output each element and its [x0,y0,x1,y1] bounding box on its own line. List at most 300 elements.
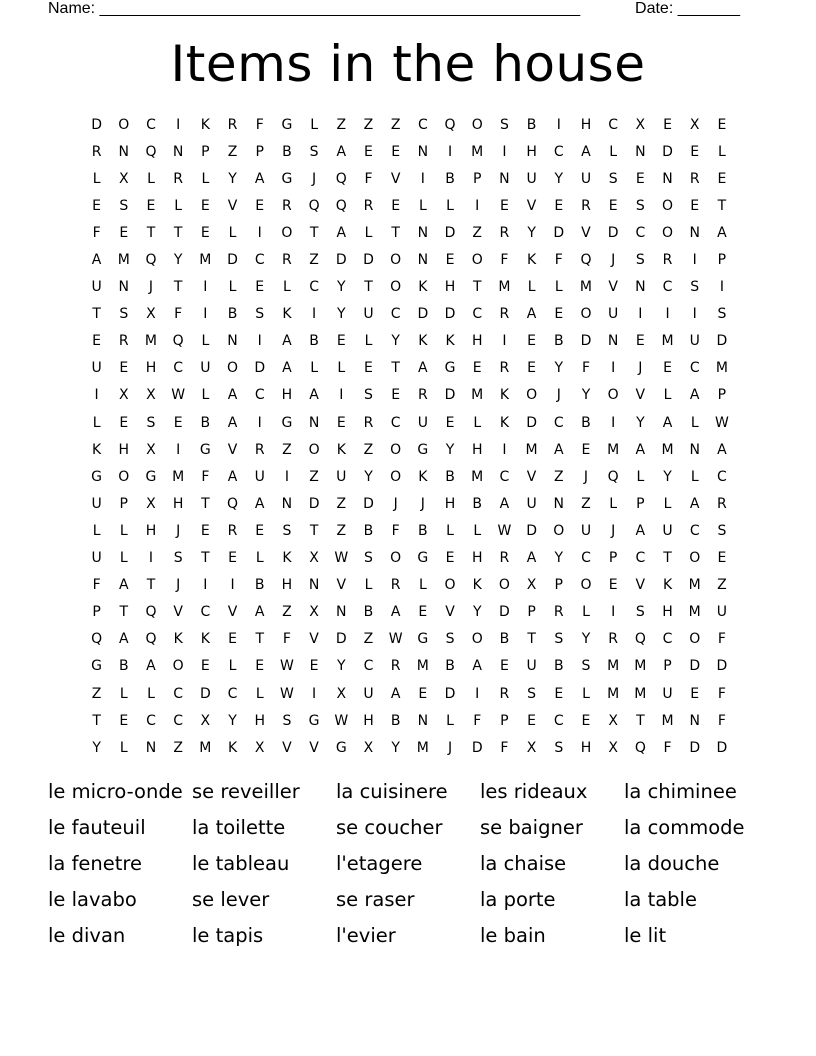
grid-letter: L [473,414,482,431]
word-list-item: la chiminee [624,780,737,803]
grid-letter: M [498,279,511,296]
grid-letter: S [635,252,645,269]
grid-letter: M [688,577,701,594]
grid-letter: R [608,631,619,648]
grid-letter: E [472,360,482,377]
grid-letter: J [393,495,398,512]
grid-letter: J [148,279,154,296]
grid-letter: V [526,468,537,485]
grid-letter: C [200,604,211,621]
grid-letter: R [417,387,428,404]
grid-letter: U [662,522,673,539]
grid-letter: K [336,441,346,458]
grid-letter: A [282,333,292,350]
grid-letter: G [281,170,293,187]
grid-letter: T [119,604,129,621]
grid-letter: L [119,739,128,756]
grid-letter: S [690,279,700,296]
grid-letter: D [526,414,537,431]
grid-letter: O [390,279,402,296]
grid-letter: A [581,143,591,160]
grid-letter: V [227,441,238,458]
grid-letter: R [363,414,374,431]
grid-letter: C [472,306,483,323]
word-list-item: les rideaux [480,780,588,803]
grid-letter: D [471,739,483,756]
grid-letter: E [336,333,346,350]
grid-letter: P [636,495,645,512]
grid-letter: I [502,333,507,350]
grid-letter: E [119,712,129,729]
word-list-item: la toilette [192,816,286,839]
grid-letter: L [201,170,210,187]
grid-letter: N [662,170,673,187]
grid-letter: A [418,360,428,377]
grid-letter: I [339,387,344,404]
grid-letter: G [91,658,103,675]
grid-letter: B [581,414,591,431]
grid-letter: Q [145,631,157,648]
word-list-item: le lavabo [48,888,137,911]
grid-letter: E [663,360,672,377]
grid-letter: F [717,685,726,702]
grid-letter: L [554,279,563,296]
grid-letter: B [445,658,455,675]
grid-letter: O [390,441,402,458]
grid-letter: I [447,143,453,160]
grid-letter: D [716,658,728,675]
grid-letter: O [390,468,402,485]
grid-letter: E [527,360,537,377]
grid-letter: G [145,468,157,485]
grid-letter: B [526,116,537,133]
word-list-item: l'etagere [336,852,423,875]
grid-letter: X [254,739,265,756]
grid-letter: B [200,414,211,431]
grid-letter: M [607,441,620,458]
word-list-item: le tapis [192,924,264,947]
grid-letter: L [690,468,699,485]
grid-letter: J [611,252,616,269]
grid-letter: L [147,170,155,187]
grid-letter: W [334,712,349,729]
grid-letter: R [390,577,401,594]
grid-letter: D [254,360,266,377]
grid-letter: E [418,604,428,621]
grid-letter: M [471,468,484,485]
grid-letter: H [471,550,483,567]
grid-letter: N [227,333,238,350]
grid-letter: L [446,197,454,214]
grid-letter: Y [228,170,237,187]
word-list-item: se coucher [336,816,443,839]
grid-letter: Y [337,658,346,675]
grid-letter: N [689,441,700,458]
grid-letter: G [91,468,103,485]
grid-letter: L [92,170,101,187]
grid-letter: X [526,577,537,594]
grid-letter: M [688,604,701,621]
grid-letter: Q [308,197,320,214]
grid-letter: N [689,224,700,241]
grid-letter: C [662,631,673,648]
grid-letter: E [200,197,210,214]
grid-letter: E [581,712,591,729]
grid-letter: E [119,224,129,241]
grid-letter: U [91,550,102,567]
grid-letter: E [391,387,401,404]
grid-letter: H [363,712,374,729]
grid-letter: B [499,631,510,648]
grid-letter: U [580,522,592,539]
grid-letter: J [420,495,425,512]
grid-letter: Q [227,495,239,512]
grid-letter: E [635,170,645,187]
grid-letter: I [556,116,561,133]
grid-letter: V [227,604,238,621]
grid-letter: E [200,224,210,241]
grid-letter: L [92,522,101,539]
grid-letter: F [201,468,210,485]
grid-letter: N [281,495,293,512]
grid-letter: A [689,387,700,404]
grid-letter: E [255,279,265,296]
grid-letter: A [336,224,347,241]
grid-letter: Z [309,468,319,485]
grid-letter: C [553,712,564,729]
grid-letter: A [118,577,129,594]
grid-letter: N [172,143,184,160]
grid-letter: Z [553,468,564,485]
grid-letter: A [526,306,537,323]
grid-letter: H [281,387,293,404]
grid-letter: R [581,197,591,214]
grid-letter: E [200,658,210,675]
grid-letter: K [418,468,428,485]
grid-letter: L [663,495,672,512]
grid-letter: U [254,468,265,485]
grid-letter: A [499,495,510,512]
word-list-item: la douche [624,852,720,875]
grid-letter: E [119,414,129,431]
grid-letter: M [661,712,674,729]
grid-letter: Y [554,360,564,377]
grid-letter: O [553,522,565,539]
grid-letter: C [254,252,265,269]
grid-letter: E [228,550,237,567]
grid-letter: T [201,550,210,567]
grid-letter: I [257,414,262,431]
word-list-item: le bain [480,924,546,947]
word-list-item: la cuisinere [336,780,448,803]
grid-letter: Q [634,631,646,648]
grid-letter: G [444,360,456,377]
grid-letter: T [717,197,727,214]
word-list-item: le lit [624,924,667,947]
grid-letter: L [446,522,454,539]
grid-letter: B [418,522,428,539]
grid-letter: E [364,143,373,160]
grid-letter: K [282,550,292,567]
grid-letter: J [583,468,589,485]
grid-letter: P [255,143,264,160]
grid-letter: D [227,252,238,269]
grid-letter: O [580,577,592,594]
grid-letter: T [391,224,400,241]
grid-letter: Y [228,712,237,729]
grid-letter: N [635,143,646,160]
word-list-item: le divan [48,924,126,947]
grid-letter: O [689,631,701,648]
grid-letter: R [717,495,727,512]
grid-letter: U [417,414,428,431]
grid-letter: E [255,522,265,539]
grid-letter: E [717,550,727,567]
grid-letter: I [692,252,697,269]
grid-letter: T [309,224,319,241]
grid-letter: B [390,712,401,729]
grid-letter: G [417,631,429,648]
grid-letter: B [309,333,319,350]
grid-letter: I [611,604,616,621]
grid-letter: O [580,306,592,323]
grid-letter: L [582,685,590,702]
grid-letter: P [201,143,210,160]
grid-letter: B [445,468,455,485]
grid-letter: T [636,712,645,729]
grid-letter: M [199,252,212,269]
grid-letter: D [689,658,701,675]
grid-letter: K [282,306,292,323]
grid-letter: L [283,279,291,296]
word-list-item: l'evier [336,924,396,947]
grid-letter: N [417,143,429,160]
grid-letter: E [499,197,509,214]
grid-letter: K [527,252,537,269]
grid-letter: R [499,685,510,702]
grid-letter: E [445,252,455,269]
grid-letter: L [228,658,237,675]
grid-letter: K [418,333,428,350]
grid-letter: F [364,170,373,187]
grid-letter: L [718,143,726,160]
grid-letter: K [499,387,509,404]
grid-letter: S [608,170,618,187]
grid-letter: U [662,685,673,702]
grid-letter: B [472,495,483,512]
grid-letter: C [146,712,156,729]
grid-letter: B [254,577,265,594]
grid-letter: D [444,387,456,404]
grid-letter: X [118,170,129,187]
grid-letter: D [444,685,456,702]
grid-letter: A [662,414,673,431]
grid-letter: E [717,170,727,187]
grid-letter: H [444,279,456,296]
grid-letter: E [690,685,700,702]
grid-letter: G [199,441,211,458]
grid-letter: N [417,224,429,241]
grid-letter: X [146,441,156,458]
grid-letter: O [662,197,674,214]
grid-letter: P [608,550,618,567]
grid-letter: M [579,279,593,296]
grid-letter: L [609,143,618,160]
grid-letter: H [471,333,483,350]
grid-letter: U [608,306,619,323]
grid-letter: X [309,550,319,567]
grid-letter: M [416,739,429,756]
grid-letter: Z [390,116,401,133]
grid-letter: D [444,306,456,323]
grid-letter: E [255,658,265,675]
grid-letter: S [282,712,292,729]
grid-letter: Z [173,739,183,756]
grid-letter: W [171,387,186,404]
grid-letter: O [662,224,674,241]
grid-letter: R [91,143,102,160]
grid-letter: I [203,577,208,594]
grid-letter: K [173,631,183,648]
grid-letter: C [254,387,265,404]
grid-letter: C [689,522,700,539]
grid-letter: C [717,468,727,485]
grid-letter: D [580,333,592,350]
grid-letter: D [526,522,537,539]
grid-letter: U [689,333,700,350]
grid-letter: H [580,739,592,756]
grid-letter: P [663,658,672,675]
word-list-item: le micro-onde [48,780,183,803]
grid-letter: Q [607,468,619,485]
grid-letter: A [635,522,646,539]
grid-letter: B [227,306,238,323]
grid-letter: L [609,495,618,512]
grid-letter: E [717,116,727,133]
grid-letter: T [472,279,482,296]
grid-letter: K [200,631,210,648]
grid-letter: Z [472,224,483,241]
grid-letter: H [444,495,456,512]
grid-letter: D [607,224,619,241]
grid-letter: X [635,116,646,133]
grid-letter: I [257,224,262,241]
grid-letter: O [390,252,402,269]
date-field-label[interactable]: Date: _______ [635,0,740,17]
grid-letter: A [390,604,401,621]
word-list-item: la chaise [480,852,567,875]
grid-letter: X [689,116,700,133]
header [48,0,740,22]
grid-letter: N [553,495,565,512]
grid-letter: E [608,577,618,594]
grid-letter: Z [227,143,238,160]
grid-letter: M [634,685,647,702]
grid-letter: Y [391,739,400,756]
grid-letter: T [201,495,210,512]
grid-letter: K [472,577,482,594]
word-list-item: la table [624,888,697,911]
grid-letter: D [689,739,701,756]
grid-letter: K [200,116,210,133]
grid-letter: Y [527,224,536,241]
grid-letter: A [336,143,347,160]
grid-letter: E [445,550,455,567]
grid-letter: D [716,739,728,756]
grid-letter: P [717,387,727,404]
grid-letter: A [390,685,401,702]
grid-letter: J [638,360,643,377]
grid-letter: S [717,306,727,323]
grid-letter: S [581,658,591,675]
grid-letter: I [148,550,154,567]
grid-letter: E [554,685,564,702]
grid-letter: R [499,360,510,377]
grid-letter: F [174,306,183,323]
grid-letter: M [416,658,429,675]
grid-letter: R [499,306,510,323]
grid-letter: U [526,170,537,187]
grid-letter: I [665,306,670,323]
grid-letter: N [118,143,130,160]
grid-letter: A [118,631,129,648]
grid-letter: R [499,550,510,567]
grid-letter: J [176,522,181,539]
grid-letter: R [254,441,265,458]
grid-letter: A [282,360,292,377]
grid-letter: M [172,468,185,485]
grid-letter: S [635,197,645,214]
grid-letter: L [228,279,237,296]
grid-letter: M [661,441,674,458]
grid-letter: V [173,604,183,621]
grid-letter: J [447,739,453,756]
grid-letter: A [254,604,265,621]
grid-letter: E [309,658,319,675]
grid-letter: L [119,550,128,567]
grid-letter: N [689,712,700,729]
grid-letter: F [391,522,400,539]
grid-letter: S [527,685,537,702]
grid-letter: I [420,170,425,187]
grid-letter: A [553,441,564,458]
grid-letter: J [176,577,181,594]
grid-letter: O [498,577,510,594]
grid-letter: O [526,387,538,404]
grid-letter: S [499,116,509,133]
grid-letter: I [284,468,289,485]
grid-letter: Q [172,333,184,350]
grid-letter: C [499,468,510,485]
grid-letter: T [92,306,101,323]
grid-letter: Q [91,631,103,648]
grid-letter: M [607,658,620,675]
word-list-item: se baigner [480,816,583,839]
grid-letter: F [255,116,264,133]
grid-letter: Z [717,577,727,594]
grid-letter: O [390,550,402,567]
grid-letter: D [91,116,102,133]
grid-letter: B [282,143,292,160]
grid-letter: C [363,658,374,675]
grid-letter: E [336,414,346,431]
grid-letter: U [91,495,102,512]
grid-letter: F [282,631,291,648]
grid-letter: L [147,685,155,702]
grid-letter: L [119,685,128,702]
name-field-label[interactable]: Name: ______________________________________________________ [48,0,581,17]
grid-letter: X [336,685,347,702]
